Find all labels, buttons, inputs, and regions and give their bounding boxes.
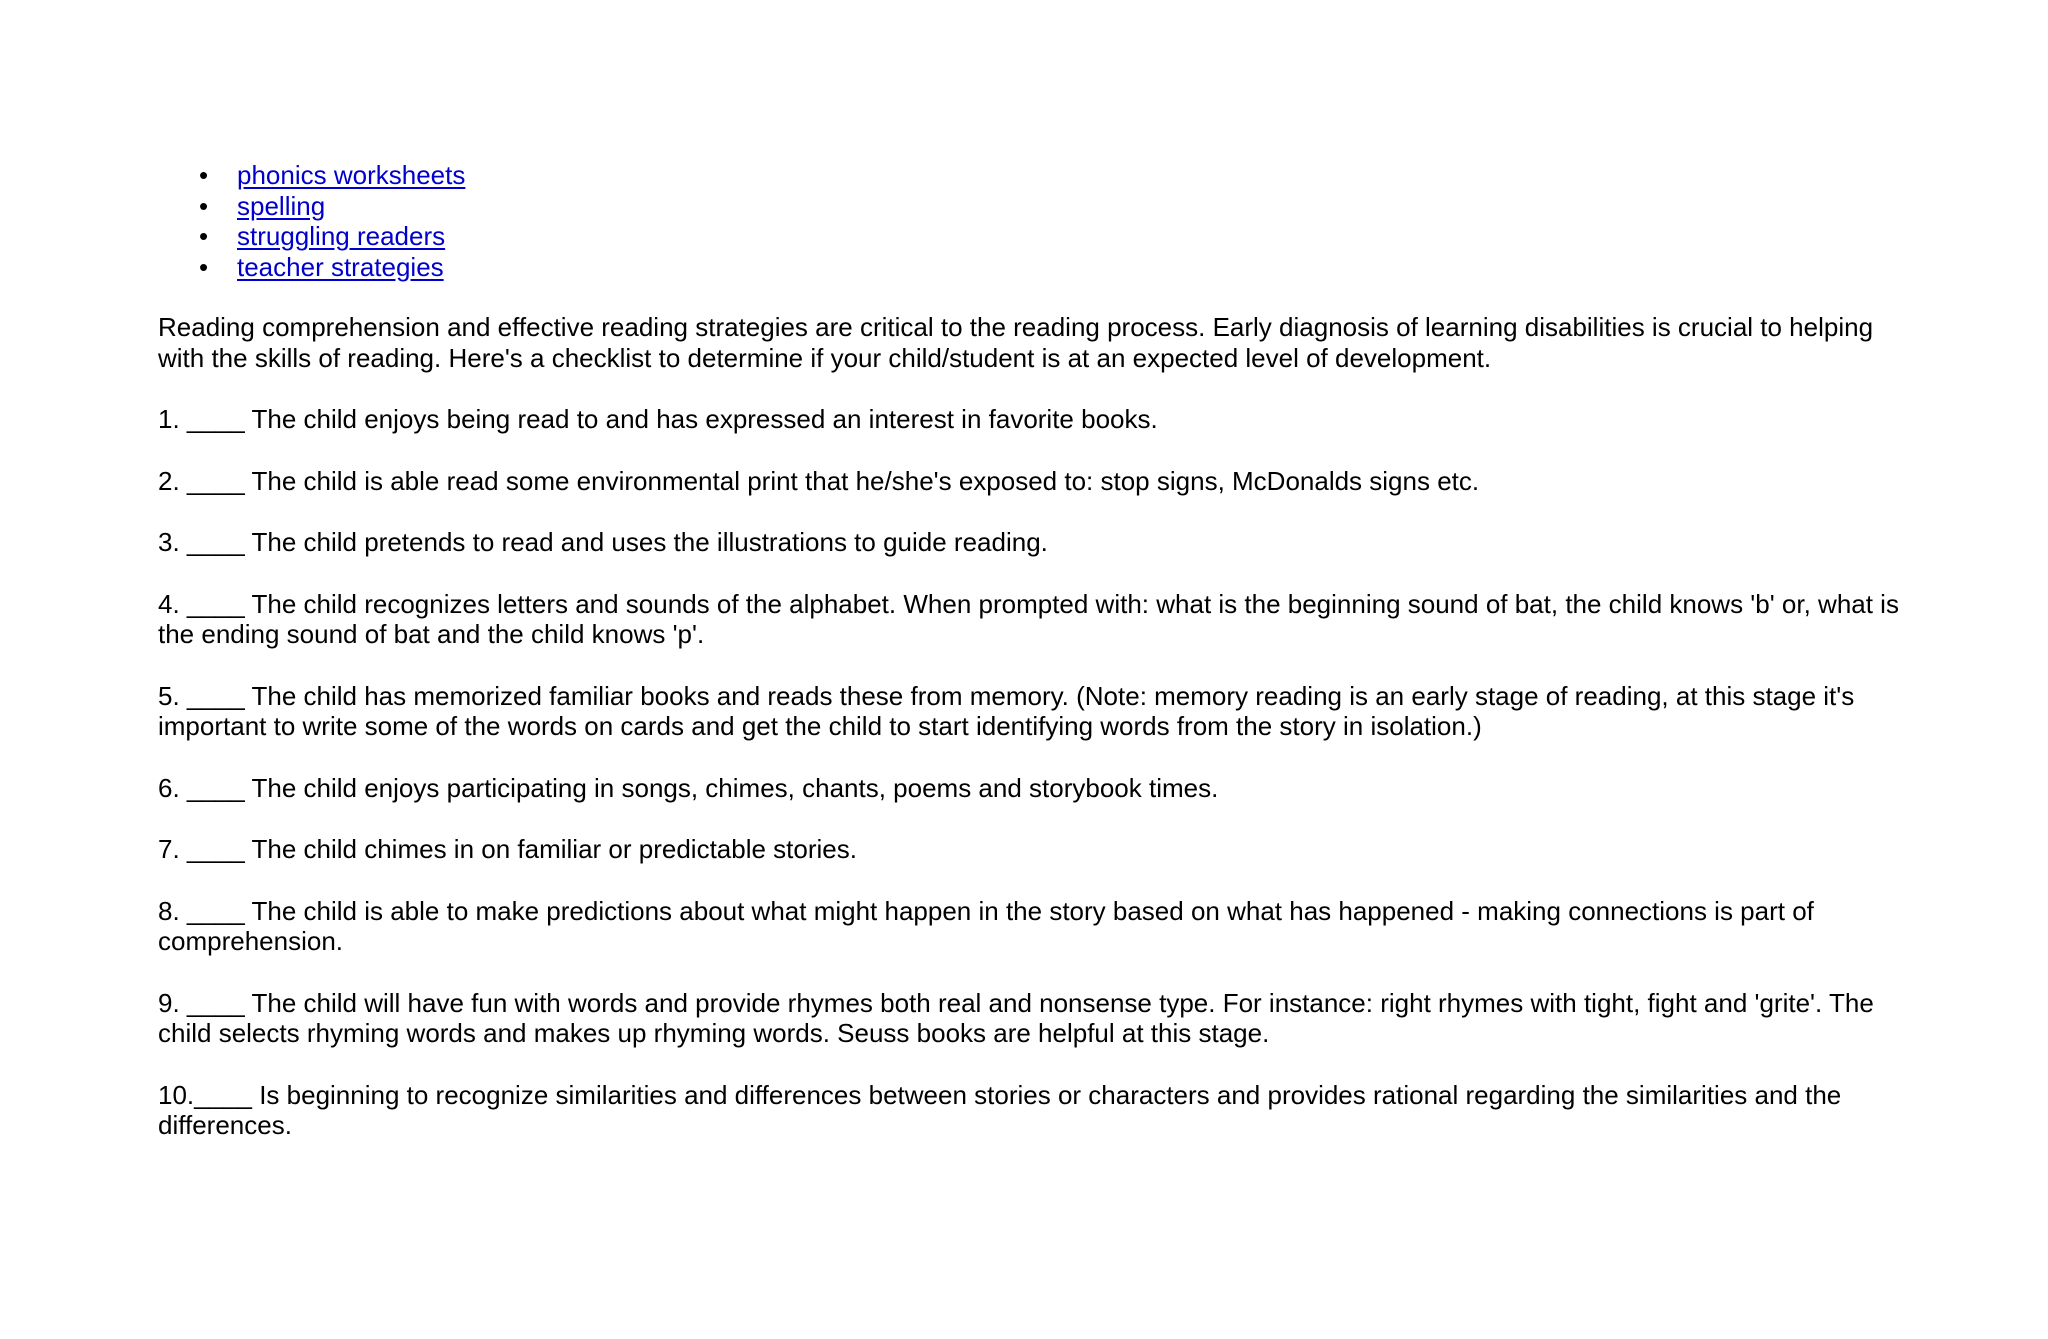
phonics-worksheets-link[interactable]: phonics worksheets [237,160,466,190]
related-links-list [158,160,1908,282]
checklist-item-7: 7. ____ The child chimes in on familiar or predictable stories. [158,834,857,864]
link-item-phonics-worksheets [199,160,1908,191]
link-item-struggling-readers [199,221,1908,252]
checklist-item-9: 9. ____ The child will have fun with words and provide rhymes both real and nonsense type. For instance: right rhymes with tight, fight and 'grite'. The child selects rhyming words and makes up rhyming words. Seuss books are helpful at this stage. [158,987,1874,1048]
checklist-item-6: 6. ____ The child enjoys participating in songs, chimes, chants, poems and storybook times. [158,772,1219,803]
struggling-readers-link[interactable]: struggling readers [237,221,446,251]
checklist-item-5: 5. ____ The child has memorized familiar books and reads these from memory. (Note: memory reading is an early stage of reading, at this stage it's important to write some of the words on cards and get the child to start identifying words from the story in isolation.) [158,680,1855,741]
teacher-strategies-link[interactable]: teacher strategies [237,251,444,282]
bullet-icon: • [199,221,209,251]
link-item-teacher-strategies [199,251,1908,283]
bullet-icon: • [199,160,209,190]
intro-paragraph: Reading comprehension and effective reading strategies are critical to the reading process. Early diagnosis of learning disabilities is crucial to helping with the skills of reading. Here's a checklist to determine if your child/student is at an expected level of development. [158,312,1874,373]
checklist-item-2: 2. ____ The child is able read some environmental print that he/she's exposed to: stop signs, McDonalds signs etc. [158,465,1480,496]
checklist-item-1: 1. ____ The child enjoys being read to and has expressed an interest in favorite books. [158,404,1158,434]
checklist-item-3: 3. ____ The child pretends to read and uses the illustrations to guide reading. [158,527,1048,557]
checklist-item-8: 8. ____ The child is able to make predictions about what might happen in the story based on what has happened - making connections is part of comprehension. [158,895,1814,956]
checklist-item-10: 10.____ Is beginning to recognize similarities and differences between stories or characters and provides rational regarding the similarities and the differences. [158,1079,1842,1140]
checklist-item-4: 4. ____ The child recognizes letters and sounds of the alphabet. When prompted with: what is the beginning sound of bat, the child knows 'b' or, what is the ending sound of bat and the child knows 'p'. [158,588,1899,649]
link-item-spelling [199,190,1908,222]
spelling-link[interactable]: spelling [237,190,326,221]
bullet-icon: • [199,251,209,282]
bullet-icon: • [199,190,209,221]
